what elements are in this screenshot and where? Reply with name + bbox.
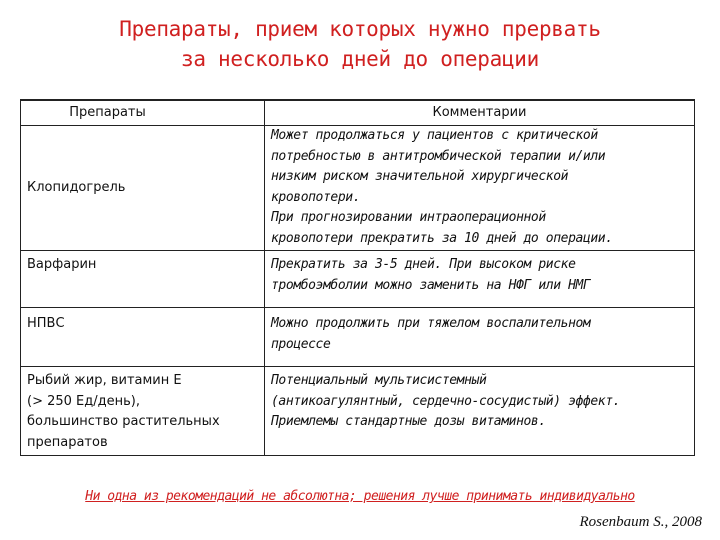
drugs-table bbox=[20, 99, 695, 456]
comment-line: Потенциальный мультисистемный bbox=[271, 373, 487, 388]
comment-cell bbox=[265, 308, 695, 367]
table-row bbox=[21, 126, 695, 251]
table-header-row bbox=[21, 100, 695, 126]
comment-line: Прекратить за 3-5 дней. При высоком риске bbox=[271, 257, 576, 272]
table-row bbox=[21, 251, 695, 308]
table-row bbox=[21, 308, 695, 367]
source-citation: Rosenbaum S., 2008 bbox=[579, 514, 702, 530]
comment-line: Может продолжаться у пациентов с критической bbox=[271, 128, 598, 143]
comment-line: потребностью в антитромбической терапии и/или bbox=[271, 148, 606, 164]
comment-line: (антикоагулянтный, сердечно-сосудистый) эффект. bbox=[271, 393, 621, 409]
drug-cell bbox=[21, 126, 265, 251]
comment-line: При прогнозировании интраоперационной bbox=[271, 210, 546, 225]
comment-cell bbox=[265, 251, 695, 308]
comment-line: тромбоэмболии можно заменить на НФГ или НМГ bbox=[271, 277, 591, 293]
comment-line: кровопотери прекратить за 10 дней до операции. bbox=[271, 230, 613, 246]
header-comments: Комментарии bbox=[265, 100, 695, 126]
drug-cell bbox=[21, 251, 265, 308]
drug-cell bbox=[21, 308, 265, 367]
drug-name: Клопидогрель bbox=[27, 179, 126, 195]
slide-title-line-2: за несколько дней до операции bbox=[181, 47, 539, 71]
comment-line: кровопотери. bbox=[271, 189, 361, 205]
slide-title-line-1: Препараты, прием которых нужно прервать bbox=[119, 17, 601, 41]
drug-cell bbox=[21, 367, 265, 456]
table-row bbox=[21, 367, 695, 456]
drug-name-line: препаратов bbox=[27, 434, 108, 450]
header-drugs: Препараты bbox=[21, 100, 265, 126]
comment-line: Можно продолжить при тяжелом воспалительном bbox=[271, 316, 591, 331]
comment-cell bbox=[265, 126, 695, 251]
drug-name-line: большинство растительных bbox=[27, 414, 220, 429]
comment-line: низким риском значительной хирургической bbox=[271, 169, 569, 184]
drug-name-line: Рыбий жир, витамин Е bbox=[27, 373, 182, 388]
slide-title bbox=[0, 14, 720, 74]
drug-name: НПВС bbox=[27, 316, 65, 331]
drug-name-line: (> 250 Ед/день), bbox=[27, 393, 140, 409]
drug-name: Варфарин bbox=[27, 257, 97, 272]
disclaimer-note: Ни одна из рекомендаций не абсолютна; решения лучше принимать индивидуально bbox=[85, 489, 635, 504]
comment-line: процессе bbox=[271, 336, 331, 352]
comment-cell bbox=[265, 367, 695, 456]
comment-line: Приемлемы стандартные дозы витаминов. bbox=[271, 414, 546, 429]
